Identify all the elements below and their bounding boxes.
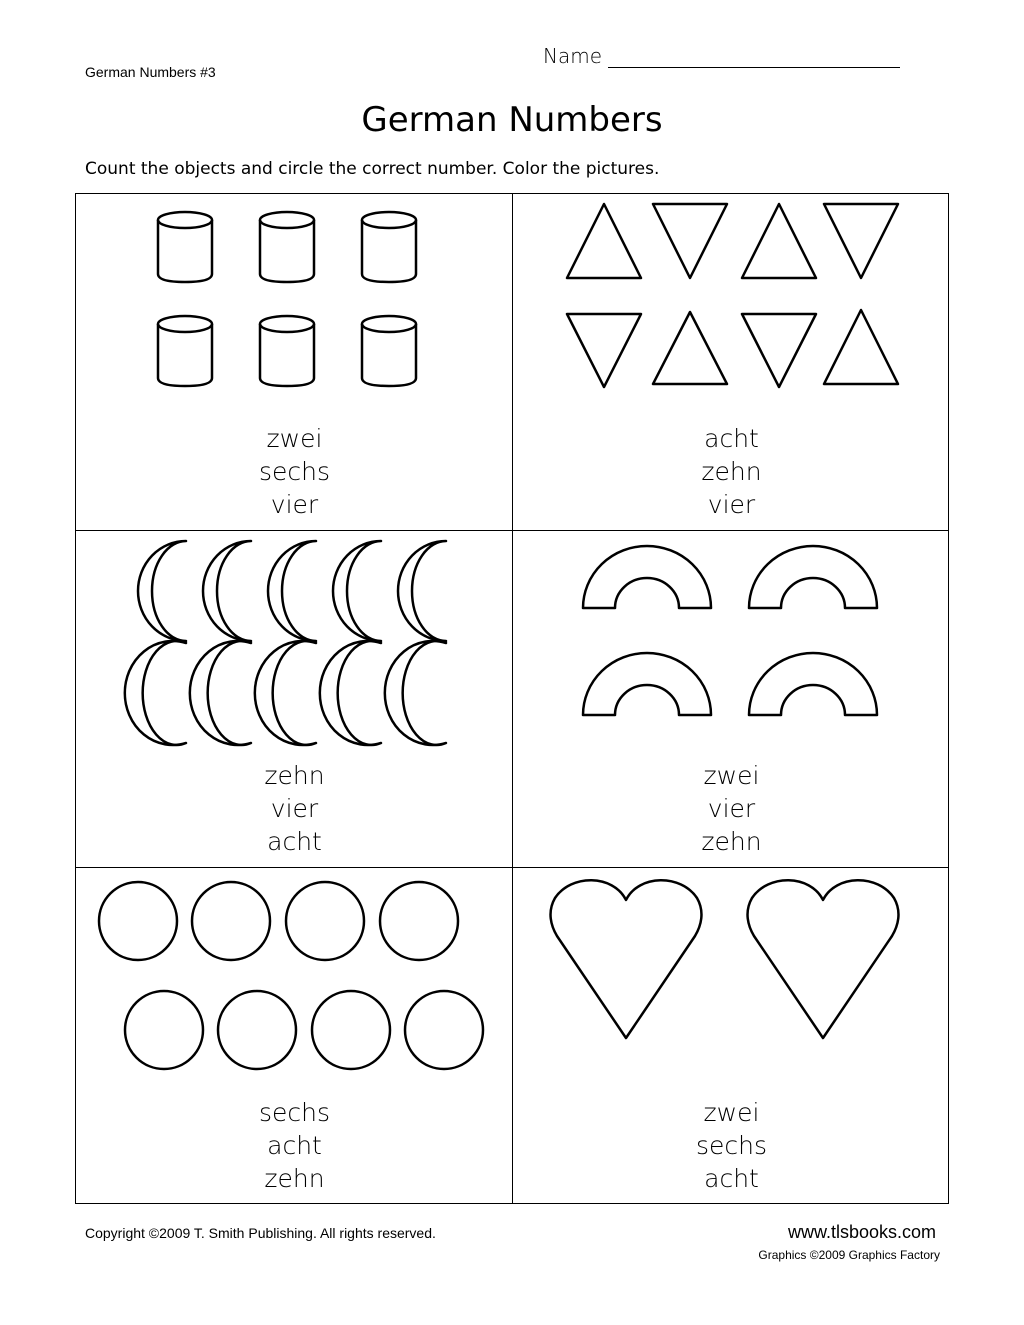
moon-row [138,541,446,641]
circle-icon [218,991,296,1069]
name-blank-line[interactable] [608,47,900,68]
number-choices [513,1096,950,1195]
choice-word[interactable]: acht [267,827,322,856]
crescent-moon-icon [125,641,186,745]
crescent-moon-icon [320,641,381,745]
number-choices [76,1096,513,1195]
arch-icon [749,546,877,608]
choice-word[interactable]: sechs [258,1098,331,1127]
circle-icon [125,991,203,1069]
exercise-cell-circles [76,868,513,1205]
cylinder-icon [260,212,314,282]
choice-word[interactable]: zwei [703,1098,760,1127]
choice-word[interactable]: zehn [264,761,325,790]
heart-icon [748,880,899,1038]
choice-word[interactable]: acht [704,1164,759,1193]
heart-icon [551,880,702,1038]
cylinder-icon [362,212,416,282]
crescent-moon-icon [138,541,186,641]
number-choices [513,759,950,858]
choice-word[interactable]: zehn [701,457,762,486]
number-choices [513,422,950,521]
arches-picture[interactable] [513,531,950,761]
choice-word[interactable]: acht [704,424,759,453]
choice-word[interactable]: sechs [258,457,331,486]
instructions: Count the objects and circle the correct number. Color the pictures. [85,159,660,179]
cylinders-picture[interactable] [76,194,513,424]
choice-word[interactable]: vier [270,490,319,519]
exercise-cell-moons [76,531,513,868]
triangle-icon [653,204,727,278]
arch-icon [583,653,711,715]
page-title: German Numbers [361,100,663,140]
choice-word[interactable]: zehn [701,827,762,856]
crescent-moon-icon [190,641,251,745]
circle-icon [99,882,177,960]
exercise-cell-triangles [513,194,950,531]
exercise-cell-cylinders [76,194,513,531]
arch-icon [749,653,877,715]
name-label: Name [543,44,603,68]
hearts-picture[interactable] [513,868,950,1098]
crescent-moon-icon [203,541,251,641]
triangle-icon [567,314,641,387]
choice-word[interactable]: vier [707,794,756,823]
circle-icon [312,991,390,1069]
arch-icon [583,546,711,608]
number-choices [76,759,513,858]
graphics-credit: Graphics ©2009 Graphics Factory [758,1248,940,1262]
circles-picture[interactable] [76,868,513,1098]
crescent-moon-icon [385,641,446,745]
choice-word[interactable]: vier [707,490,756,519]
choice-word[interactable]: zehn [264,1164,325,1193]
crescent-moon-icon [333,541,381,641]
choice-word[interactable]: vier [270,794,319,823]
circle-icon [405,991,483,1069]
crescent-moon-icon [398,541,446,641]
circle-icon [380,882,458,960]
moons-picture[interactable] [76,531,513,761]
exercise-cell-arches [513,531,950,868]
website-link[interactable]: www.tlsbooks.com [787,1222,936,1242]
counting-grid [75,193,949,1204]
exercise-cell-hearts [513,868,950,1205]
triangles-picture[interactable] [513,194,950,424]
crescent-moon-icon [268,541,316,641]
triangle-icon [742,204,816,278]
moon-row [125,641,446,745]
choice-word[interactable]: zwei [703,761,760,790]
name-field[interactable] [543,44,900,68]
crescent-moon-icon [255,641,316,745]
cylinder-icon [362,316,416,386]
choice-word[interactable]: sechs [695,1131,768,1160]
triangle-icon [824,204,898,278]
cylinder-icon [158,316,212,386]
choice-word[interactable]: zwei [266,424,323,453]
circle-icon [192,882,270,960]
worksheet-tag: German Numbers #3 [85,64,216,80]
choice-word[interactable]: acht [267,1131,322,1160]
circle-icon [286,882,364,960]
cylinder-icon [260,316,314,386]
triangle-icon [824,310,898,384]
number-choices [76,422,513,521]
triangle-icon [653,312,727,384]
triangle-icon [742,314,816,387]
cylinder-icon [158,212,212,282]
copyright-notice: Copyright ©2009 T. Smith Publishing. All rights reserved. [85,1225,436,1241]
triangle-icon [567,204,641,278]
